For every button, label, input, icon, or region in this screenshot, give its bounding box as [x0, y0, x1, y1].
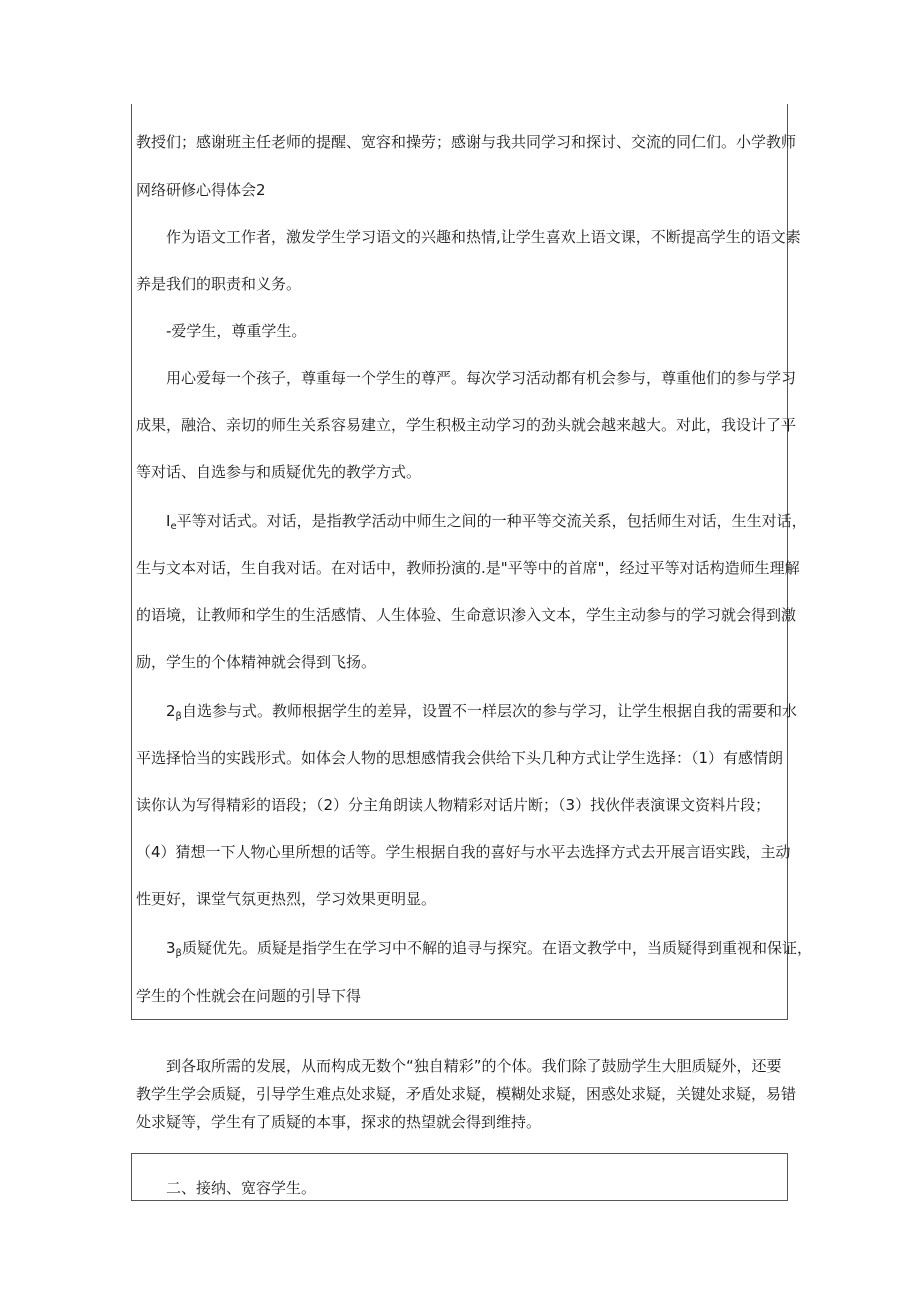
- text-line: 平选择恰当的实践形式。如体会人物的思想感情我会供给下头几种方式让学生选择：（1）有感情朗: [136, 749, 784, 767]
- text-line: 读你认为写得精彩的语段；（2）分主角朗读人物精彩对话片断；（3）找伙伴表演课文资料片段；: [136, 796, 771, 814]
- text-line: （4）猜想一下人物心里所想的话等。学生根据自我的喜好与水平去选择方式去开展言语实践，主动: [136, 843, 791, 861]
- item-1-marker: I: [166, 512, 171, 530]
- paragraph-line: 到各取所需的发展，从而构成无数个“独自精彩”的个体。我们除了鼓励学生大胆质疑外，还要: [166, 1057, 782, 1075]
- item-2-text: 自选参与式。教师根据学生的差异，设置不一样层次的参与学习，让学生根据自我的需要和水: [181, 702, 797, 720]
- text-line: 养是我们的职责和义务。: [136, 275, 302, 293]
- paragraph-line: 用心爱每一个孩子，尊重每一个学生的尊严。每次学习活动都有机会参与，尊重他们的参与学习: [166, 369, 797, 387]
- item-1-line: [166, 511, 807, 537]
- paragraph-line: 作为语文工作者，激发学生学习语文的兴趣和热情,让学生喜欢上语文课，不断提高学生的语文素: [166, 228, 801, 246]
- text-line: 教学生学会质疑，引导学生难点处求疑，矛盾处求疑，模糊处求疑，困惑处求疑，关键处求疑，易错: [136, 1085, 797, 1103]
- text-line: 性更好，课堂气氛更热烈，学习效果更明显。: [136, 890, 437, 908]
- section-heading: -爱学生，尊重学生。: [166, 322, 307, 340]
- section-heading: 二、接纳、宽容学生。: [166, 1179, 317, 1197]
- item-3-marker: 3: [166, 939, 176, 957]
- text-line: 生与文本对话，生自我对话。在对话中，教师扮演的.是"平等中的首席"，经过平等对话构造师生理解: [136, 559, 800, 577]
- text-line: 成果，融洽、亲切的师生关系容易建立，学生积极主动学习的劲头就会越来越大。对此，我设计了平: [136, 416, 797, 434]
- item-1-marker-sub: e: [170, 521, 177, 532]
- item-2-line: [166, 701, 797, 727]
- text-line: 处求疑等，学生有了质疑的本事，探求的热望就会得到维持。: [136, 1113, 542, 1131]
- item-3-marker-sub: β: [175, 948, 182, 959]
- text-line: 网络研修心得体会2: [136, 181, 266, 199]
- text-line: 教授们；感谢班主任老师的提醒、宽容和操劳；感谢与我共同学习和探讨、交流的同仁们。小学教师: [136, 133, 797, 151]
- text-line: 的语境，让教师和学生的生活感情、人生体验、生命意识渗入文本，学生主动参与的学习就会得到激: [136, 606, 797, 624]
- item-1-text: 平等对话式。对话，是指教学活动中师生之间的一种平等交流关系，包括师生对话，生生对话，: [176, 512, 807, 530]
- item-3-line: [166, 938, 812, 964]
- text-line: 学生的个性就会在问题的引导下得: [136, 987, 362, 1005]
- item-2-marker: 2: [166, 702, 176, 720]
- text-line: 等对话、自选参与和质疑优先的教学方式。: [136, 463, 422, 481]
- item-2-marker-sub: β: [175, 711, 182, 722]
- text-line: 励，学生的个体精神就会得到飞扬。: [136, 653, 377, 671]
- item-3-text: 质疑优先。质疑是指学生在学习中不解的追寻与探究。在语文教学中，当质疑得到重视和保证，: [181, 939, 812, 957]
